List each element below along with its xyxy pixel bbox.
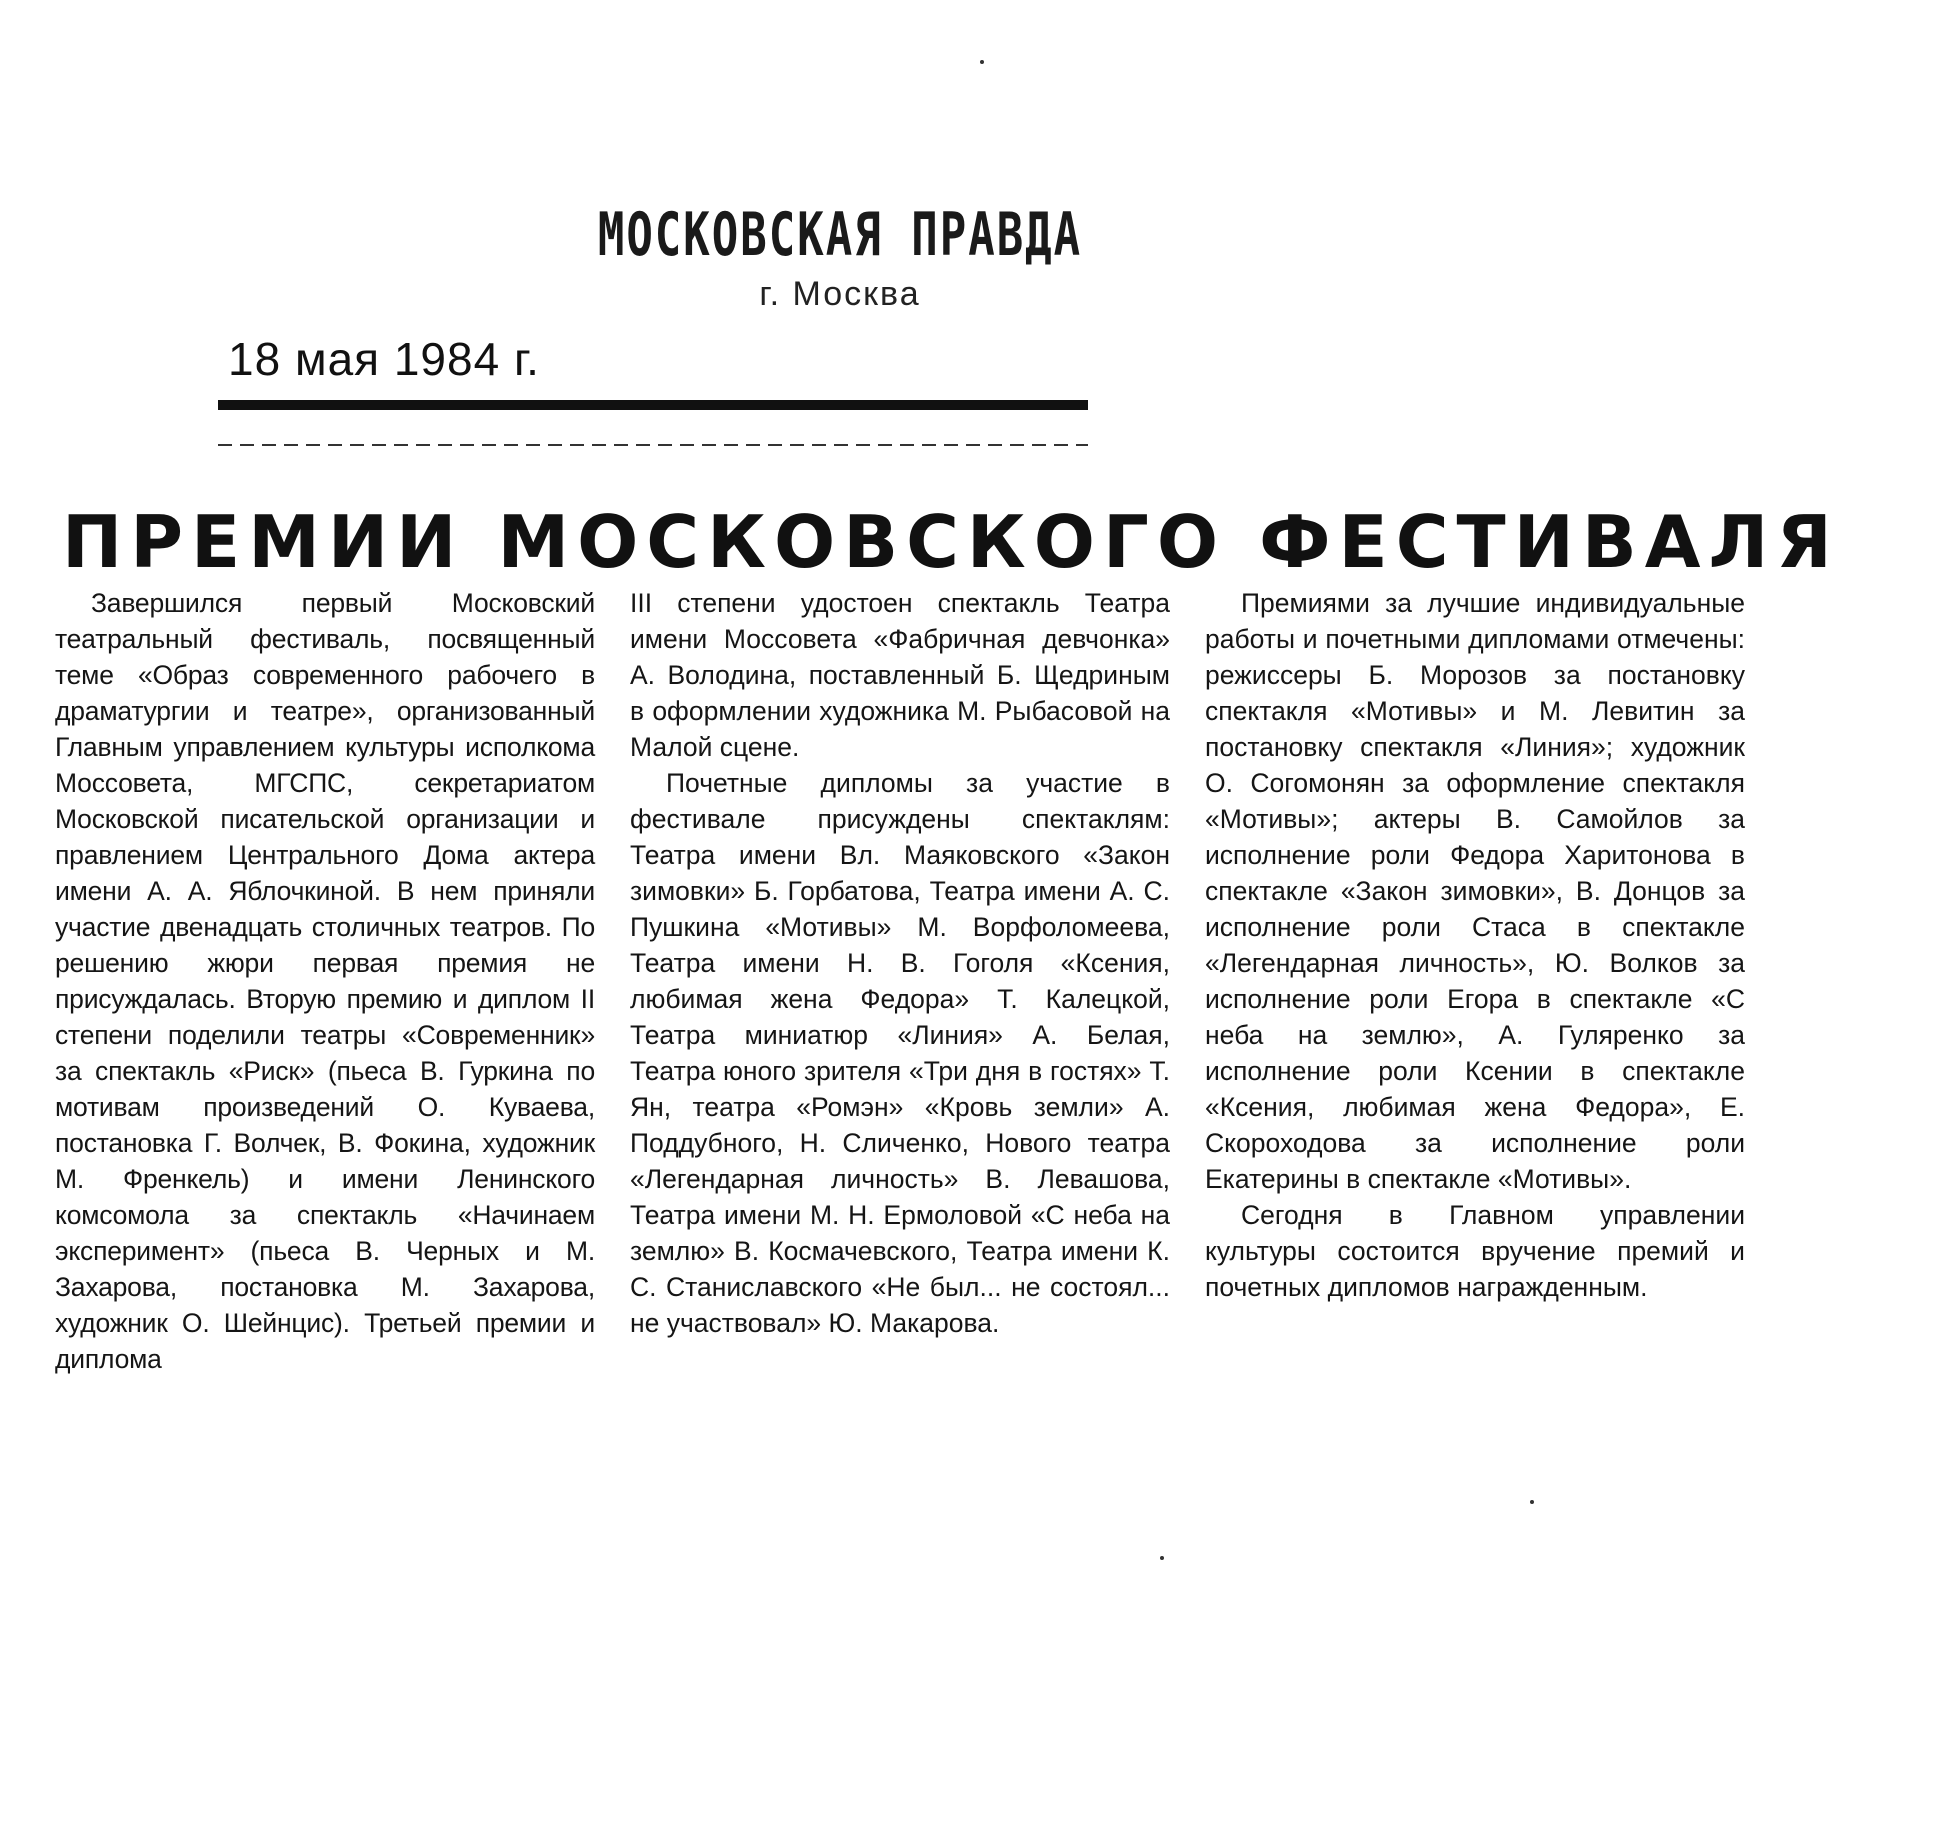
scan-speck bbox=[1160, 1556, 1164, 1560]
divider-thick bbox=[218, 400, 1088, 410]
divider-thin bbox=[218, 444, 1088, 446]
paragraph: Завершился первый Московский театральный фестиваль, посвященный теме «Образ современного рабочего в драматургии и театре», организованный Главным управлением культуры исполкома Моссовета, МГСПС, секретариатом Московской писательской организации и правлением Центрального Дома актера имени А. А. Яблочкиной. В нем приняли участие двенадцать столичных театров. По решению жюри первая премия не присуждалась. Вторую премию и диплом II степени поделили театры «Современник» за спектакль «Риск» (пьеса В. Гуркина по мотивам произведений О. Куваева, постановка Г. Волчек, В. Фокина, художник М. Френкель) и имени Ленинского комсомола за спектакль «Начинаем эксперимент» (пьеса В. Черных и М. Захарова, постановка М. Захарова, художник О. Шейнцис). Третьей премии и диплома bbox=[55, 588, 595, 1374]
newspaper-name: МОСКОВСКАЯ ПРАВДА bbox=[597, 201, 1083, 270]
article-column-1 bbox=[55, 585, 595, 1377]
paragraph: Сегодня в Главном управлении культуры состоится вручение премий и почетных дипломов награжденным. bbox=[1205, 1200, 1745, 1302]
paragraph: III степени удостоен спектакль Театра имени Моссовета «Фабричная девчонка» А. Володина, поставленный Б. Щедриным в оформлении художника М. Рыбасовой на Малой сцене. bbox=[630, 588, 1170, 762]
paragraph: Премиями за лучшие индивидуальные работы и почетными дипломами отмечены: режиссеры Б. Морозов за постановку спектакля «Мотивы» и М. Левитин за постановку спектакля «Линия»; художник О. Согомонян за оформление спектакля «Мотивы»; актеры В. Самойлов за исполнение роли Федора Харитонова в спектакле «Закон зимовки», В. Донцов за исполнение роли Стаса в спектакле «Легендарная личность», Ю. Волков за исполнение роли Егора в спектакле «С неба на землю», А. Гуляренко за исполнение роли Ксении в спектакле «Ксения, любимая жена Федора», Е. Скороходова за исполнение роли Екатерины в спектакле «Мотивы». bbox=[1205, 588, 1745, 1194]
scan-speck bbox=[1530, 1500, 1534, 1504]
scan-speck bbox=[980, 60, 984, 64]
newspaper-city: г. Москва bbox=[759, 275, 921, 313]
article-column-2 bbox=[630, 585, 1170, 1341]
publication-date: 18 мая 1984 г. bbox=[228, 333, 540, 385]
article-headline: ПРЕМИИ МОСКОВСКОГО ФЕСТИВАЛЯ bbox=[62, 500, 1840, 584]
article-body bbox=[55, 585, 1745, 1545]
paragraph: Почетные дипломы за участие в фестивале присуждены спектаклям: Театра имени Вл. Маяковского «Закон зимовки» Б. Горбатова, Театра имени А. С. Пушкина «Мотивы» М. Ворфоломеева, Театра имени Н. В. Гоголя «Ксения, любимая жена Федора» Т. Калецкой, Театра миниатюр «Линия» А. Белая, Театра юного зрителя «Три дня в гостях» Т. Ян, театра «Ромэн» «Кровь земли» А. Поддубного, Н. Сличенко, Нового театра «Легендарная личность» В. Левашова, Театра имени М. Н. Ермоловой «С неба на землю» В. Космачевского, Театра имени К. С. Станиславского «Не был... не состоял... не участвовал» Ю. Макарова. bbox=[630, 768, 1170, 1338]
article-column-3 bbox=[1205, 585, 1745, 1305]
masthead-stamp bbox=[560, 201, 1120, 314]
